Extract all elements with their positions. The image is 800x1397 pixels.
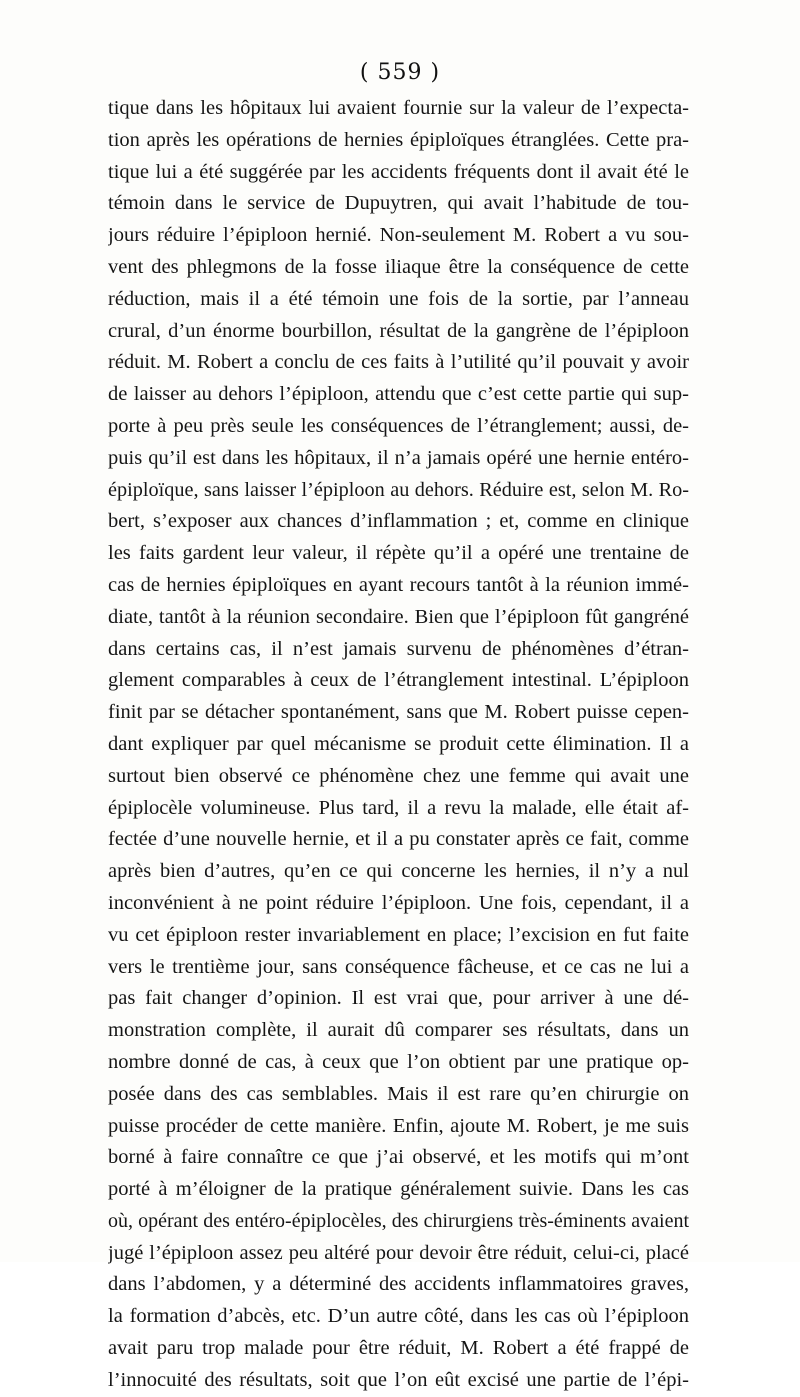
text-line: les faits gardent leur valeur, il répète qu’il a opéré une trentaine de	[108, 542, 689, 565]
text-line: tique lui a été suggérée par les accidents fréquents dont il avait été le	[108, 160, 689, 183]
text-line: témoin dans le service de Dupuytren, qui avait l’habitude de tou-	[108, 192, 689, 215]
text-line: dans certains cas, il n’est jamais survenu de phénomènes d’étran-	[108, 637, 689, 660]
text-line: bert, s’exposer aux chances d’inflammation ; et, comme en clinique	[108, 510, 689, 533]
text-line: épiploïque, sans laisser l’épiploon au dehors. Réduire est, selon M. Ro-	[108, 478, 689, 501]
text-line: épiplocèle volumineuse. Plus tard, il a revu la malade, elle était af-	[108, 796, 689, 819]
text-line: réduction, mais il a été témoin une fois de la sortie, par l’anneau	[108, 287, 689, 310]
text-line: borné à faire connaître ce que j’ai observé, et les motifs qui m’ont	[108, 1146, 689, 1169]
text-line: tique dans les hôpitaux lui avaient fournie sur la valeur de l’expecta-	[108, 97, 689, 119]
text-line: vu cet épiploon rester invariablement en place; l’excision en fut faite	[108, 923, 689, 946]
text-line: tion après les opérations de hernies épiploïques étranglées. Cette pra-	[108, 128, 689, 151]
text-line: fectée d’une nouvelle hernie, et il a pu constater après ce fait, comme	[108, 828, 689, 851]
text-line: porté à m’éloigner de la pratique généralement suivie. Dans les cas	[108, 1178, 689, 1201]
text-line: l’innocuité des résultats, soit que l’on eût excisé une partie de l’épi-	[108, 1368, 689, 1391]
text-line: finit par se détacher spontanément, sans que M. Robert puisse cepen-	[108, 701, 689, 724]
text-line: puisse procéder de cette manière. Enfin, ajoute M. Robert, je me suis	[108, 1114, 689, 1137]
text-line: puis qu’il est dans les hôpitaux, il n’a jamais opéré une hernie entéro-	[108, 446, 689, 469]
text-line: vent des phlegmons de la fosse iliaque être la conséquence de cette	[108, 255, 689, 278]
text-line: inconvénient à ne point réduire l’épiploon. Une fois, cependant, il a	[108, 891, 689, 914]
text-line: surtout bien observé ce phénomène chez une femme qui avait une	[108, 764, 689, 787]
text-line: la formation d’abcès, etc. D’un autre côté, dans les cas où l’épiploon	[108, 1305, 689, 1328]
text-line: jours réduire l’épiploon hernié. Non-seulement M. Robert a vu sou-	[108, 224, 689, 247]
text-line: monstration complète, il aurait dû comparer ses résultats, dans un	[108, 1019, 689, 1042]
page-number: ( 559 )	[359, 60, 441, 85]
text-line: pas fait changer d’opinion. Il est vrai que, pour arriver à une dé-	[108, 987, 689, 1010]
body-text	[108, 93, 689, 1397]
text-line: après bien d’autres, qu’en ce qui concerne les hernies, il n’y a nul	[108, 860, 689, 883]
text-line: jugé l’épiploon assez peu altéré pour devoir être réduit, celui-ci, placé	[108, 1241, 689, 1264]
text-line: avait paru trop malade pour être réduit, M. Robert a été frappé de	[108, 1337, 689, 1360]
text-line: dans l’abdomen, y a déterminé des accidents inflammatoires graves,	[108, 1273, 689, 1296]
text-line: porte à peu près seule les conséquences de l’étranglement; aussi, de-	[108, 414, 689, 437]
text-line: nombre donné de cas, à ceux que l’on obtient par une pratique op-	[108, 1050, 689, 1073]
text-line: réduit. M. Robert a conclu de ces faits à l’utilité qu’il pouvait y avoir	[108, 351, 689, 374]
text-line: glement comparables à ceux de l’étranglement intestinal. L’épiploon	[108, 669, 689, 692]
text-line: vers le trentième jour, sans conséquence fâcheuse, et ce cas ne lui a	[108, 955, 689, 978]
text-line: de laisser au dehors l’épiploon, attendu que c’est cette partie qui sup-	[108, 383, 689, 406]
text-line: crural, d’un énorme bourbillon, résultat de la gangrène de l’épiploon	[108, 319, 689, 342]
text-line: diate, tantôt à la réunion secondaire. Bien que l’épiploon fût gangréné	[108, 605, 689, 628]
text-line: cas de hernies épiploïques en ayant recours tantôt à la réunion immé-	[108, 573, 689, 596]
text-line: où, opérant des entéro-épiplocèles, des chirurgiens très-éminents avaient	[108, 1209, 689, 1232]
text-line: dant expliquer par quel mécanisme se produit cette élimination. Il a	[108, 732, 689, 755]
text-line: posée dans des cas semblables. Mais il est rare qu’en chirurgie on	[108, 1082, 689, 1105]
